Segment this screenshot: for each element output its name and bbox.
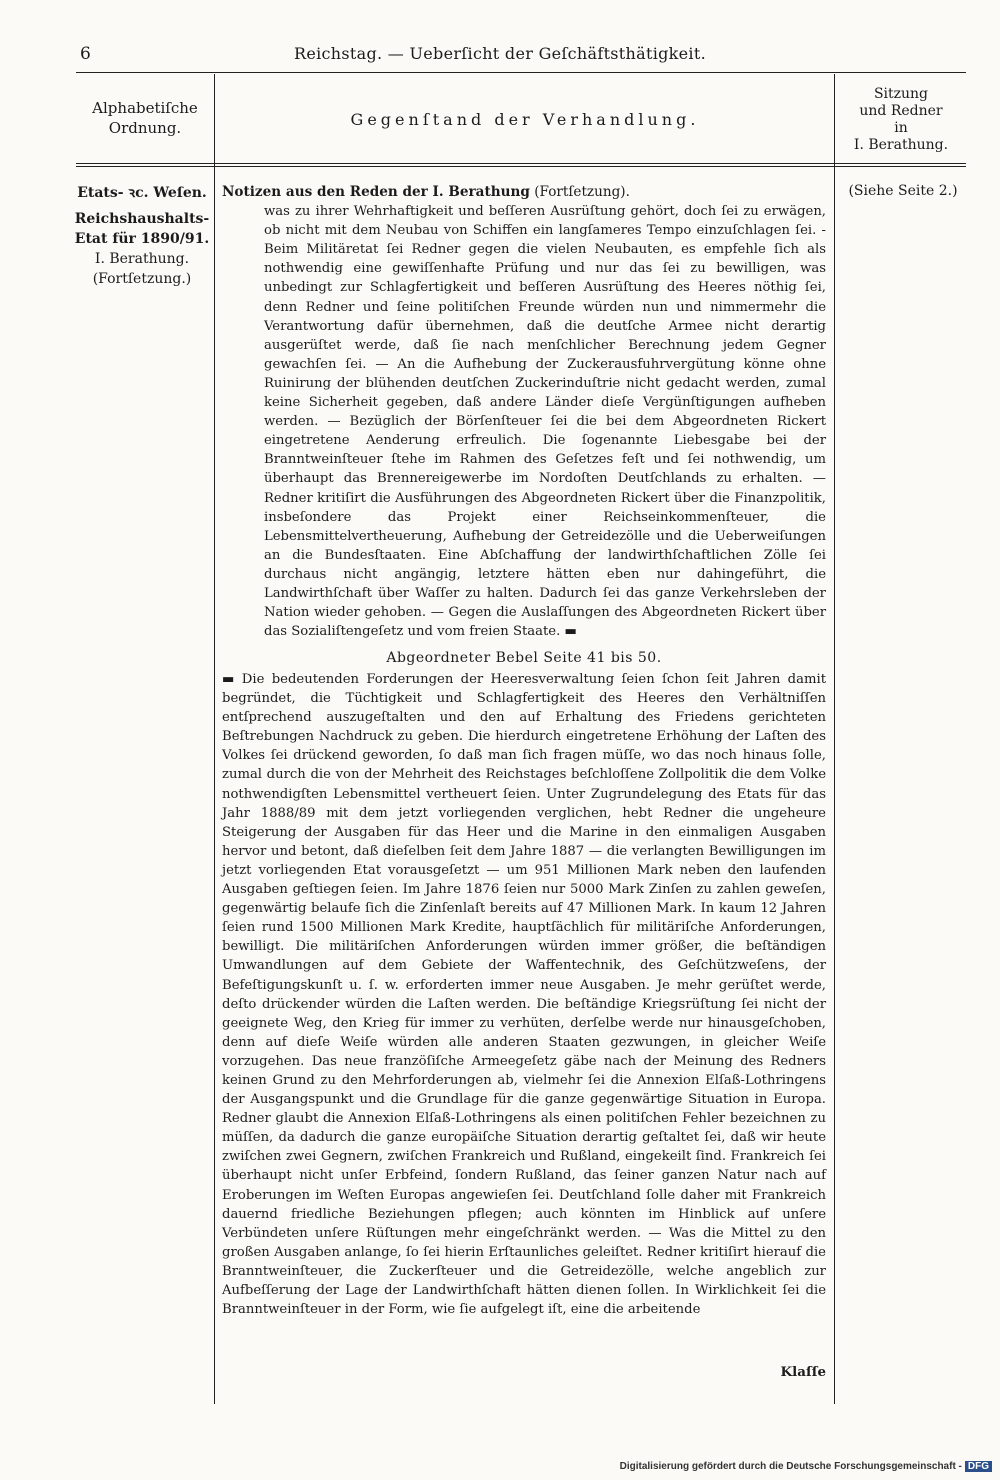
catchword: Klaſſe	[780, 1364, 826, 1380]
header-rule-double	[76, 166, 966, 167]
digitization-footer	[620, 1461, 992, 1472]
page-number: 6	[80, 44, 91, 64]
section1-heading	[222, 183, 826, 202]
speaker-heading: Abgeordneter Bebel Seite 41 bis 50.	[386, 650, 662, 666]
top-rule	[76, 72, 966, 73]
footer-note-text: Digitalisierung gefördert durch die Deutsche Forschungsgemeinschaft -	[619, 1461, 962, 1472]
section2-body	[222, 670, 826, 1319]
column-header-row	[76, 74, 966, 162]
section2-text: ▬ Die bedeutenden Forderungen der Heeresverwaltung ſeien ſchon ſeit Jahren damit begründet, die Tüchtigkeit und Schlagfertigkeit des Heeres den Verhältniſſen entſprechend auszugeſtalten und den auf Erhaltung des Friedens gerichteten Beſtrebungen Nachdruck zu geben. Die hierdurch eingetretene Erhöhung der Laſten des Volkes ſei drückend geworden, ſo daß man ſich fragen müſſe, wo das noch hinaus ſolle, zumal durch die von der Mehrheit des Reichstages beſchloſſene Zollpolitik die dem Volke nothwendigſten Lebensmittel vertheuert ſeien. Unter Zugrundelegung des Etats für das Jahr 1888/89 mit dem jetzt vorliegenden verglichen, hebt Redner die ungeheure Steigerung der Ausgaben für das Heer und die Marine in den einmaligen Ausgaben hervor und betont, daß dieſelben ſeit dem Jahre 1887 — die verlangten Bewilligungen im jetzt vorliegenden Etat vorausgeſetzt — um 951 Millionen Mark neben den laufenden Ausgaben geſtiegen ſeien. Im Jahre 1876 ſeien nur 5000 Mark Zinſen zu zahlen geweſen, gegenwärtig belaufe ſich die Zinſenlaſt bereits auf 47 Millionen Mark. In kaum 12 Jahren ſeien rund 1500 Millionen Mark Kredite, hauptſächlich für militäriſche Anforderungen, bewilligt. Die militäriſchen Anforderungen würden immer größer, die beſtändigen Umwandlungen auf dem Gebiete der Waffentechnik, des Geſchützweſens, der Befeſtigungskunſt u. ſ. w. erforderten immer neue Ausgaben. Je mehr gerüſtet werde, deſto drückender würden die Laſten werden. Die beſtändige Kriegsrüſtung ſei nicht der geeignete Weg, den Krieg für immer zu verhüten, derſelbe werde nur hinausgeſchoben, denn auf dieſe Weiſe würden alle anderen Staaten gezwungen, in gleicher Weiſe vorzugehen. Das neue franzöſiſche Armeegeſetz gäbe nach der Meinung des Redners keinen Grund zu den Mehrforderungen ab, vielmehr ſei die Annexion Elſaß-Lothringens der Ausgangspunkt und die Grundlage für die ganze gegenwärtige Situation in Europa. Redner glaubt die Annexion Elſaß-Lothringens als einen politiſchen Fehler bezeichnen zu müſſen, da dadurch die ganze europäiſche Situation derartig geſtaltet ſei, daß wir heute zwiſchen zwei Gegnern, zwiſchen Frankreich und Rußland, eingekeilt ſind. Frankreich ſei überhaupt nicht unſer Erbfeind, ſondern Rußland, das ſeiner ganzen Natur nach auf Eroberungen im Weſten Europas angewieſen ſei. Deutſchland ſolle daher mit Frankreich dauernd friedliche Beziehungen pflegen; auch könnten im Hinblick auf unſere Verbündeten unſere Rüſtungen mehr eingeſchränkt werden. — Was die Mittel zu den großen Ausgaben anlange, ſo ſei hierin Erſtaunliches geleiſtet. Redner kritiſirt hierauf die Branntweinſteuer, die Zuckerſteuer und die Getreidezölle, welche angeblich zur Aufbeſſerung der Lage der Landwirthſchaft hätten dienen ſollen. In Wirklichkeit ſei die Branntweinſteuer in der Form, wie ſie aufgelegt iſt, eine die arbeitende	[222, 672, 826, 1318]
header-rule	[76, 163, 966, 164]
left-entry-line1: Etats- ꝛc. Weſen.	[77, 185, 207, 201]
column-divider-left	[214, 74, 215, 1404]
column-header-left-line1: Alphabetiſche	[92, 99, 198, 117]
section1-heading-text: Notizen aus den Reden der I. Berathung	[222, 184, 530, 200]
section1-body	[222, 183, 826, 641]
dfg-logo: DFG	[965, 1461, 992, 1472]
section1-text: was zu ihrer Wehrhaftigkeit und beſſeren Ausrüſtung gehört, doch ſei zu erwägen, ob nicht mit dem Neubau von Schiffen ein langſameres Tempo einzuſchlagen ſei. - Beim Militäretat ſei Redner gegen die vielen Neubauten, es empfehle ſich als nothwendig eine gewiſſenhafte Prüfung und nur das ſei zu bewilligen, was unbedingt zur Schlagfertigkeit und beſſeren Ausrüſtung des Heeres nöthig ſei, denn Redner und ſeine politiſchen Freunde würden nun und nimmermehr die Verantwortung dafür übernehmen, daß die deutſche Armee nicht derartig ausgerüſtet werde, daß ſie nach menſchlicher Berechnung jedem Gegner gewachſen ſei. — An die Aufhebung der Zuckerausfuhrvergütung könne ohne Ruinirung der blühenden deutſchen Zuckerinduſtrie nicht gedacht werden, zumal keine Sicherheit gegeben, daß andere Länder dieſe Vergünſtigungen aufheben werden. — Bezüglich der Börſenſteuer ſei die bei dem Abgeordneten Rickert eingetretene Aenderung erfreulich. Die ſogenannte Liebesgabe bei der Branntweinſteuer ſtehe im Rahmen des Geſetzes feſt und ſei nothwendig, um überhaupt das Brennereigewerbe im Nordoſten Deutſchlands zu erhalten. — Redner kritiſirt die Ausführungen des Abgeordneten Rickert über die Finanzpolitik, insbeſondere das Projekt einer Reichseinkommenſteuer, die Lebensmittelvertheuerung, Aufhebung der Getreidezölle und die Ueberweiſungen an die Bundesſtaaten. Eine Abſchaffung der landwirthſchaftlichen Zölle ſei durchaus nicht angängig, letztere hätten eben nur dahingeführt, die Landwirthſchaft über Waſſer zu halten. Dadurch ſei das ganze Verkehrsleben der Nation wieder gehoben. — Gegen die Auslaſſungen des Abgeordneten Rickert über das Sozialiſtengeſetz und vom freien Staate. ▬	[264, 204, 826, 640]
left-entry-line3: Etat für 1890/91.	[74, 231, 210, 247]
left-entry-line5: (Fortſetzung.)	[92, 271, 192, 287]
column-divider-right	[834, 74, 835, 1404]
column-header-right-line2: und Redner	[859, 103, 943, 119]
column-header-right-line3: in	[894, 120, 908, 136]
left-entry-line2: Reichshaushalts-	[74, 211, 210, 227]
column-header-right	[836, 86, 966, 154]
left-entry-line4: I. Berathung.	[94, 251, 190, 267]
right-entry: (Siehe Seite 2.)	[848, 183, 958, 199]
left-entry	[72, 183, 212, 289]
column-header-right-line1: Sitzung	[873, 86, 929, 102]
column-header-middle: Gegenſtand der Verhandlung.	[350, 110, 700, 129]
column-header-left-line2: Ordnung.	[108, 119, 182, 137]
section1-heading-suffix: (Fortſetzung).	[534, 184, 630, 200]
column-header-right-line4: I. Berathung.	[853, 137, 949, 153]
column-header-left	[76, 98, 214, 138]
running-title: Reichstag. — Ueberſicht der Geſchäftsthätigkeit.	[294, 44, 706, 63]
